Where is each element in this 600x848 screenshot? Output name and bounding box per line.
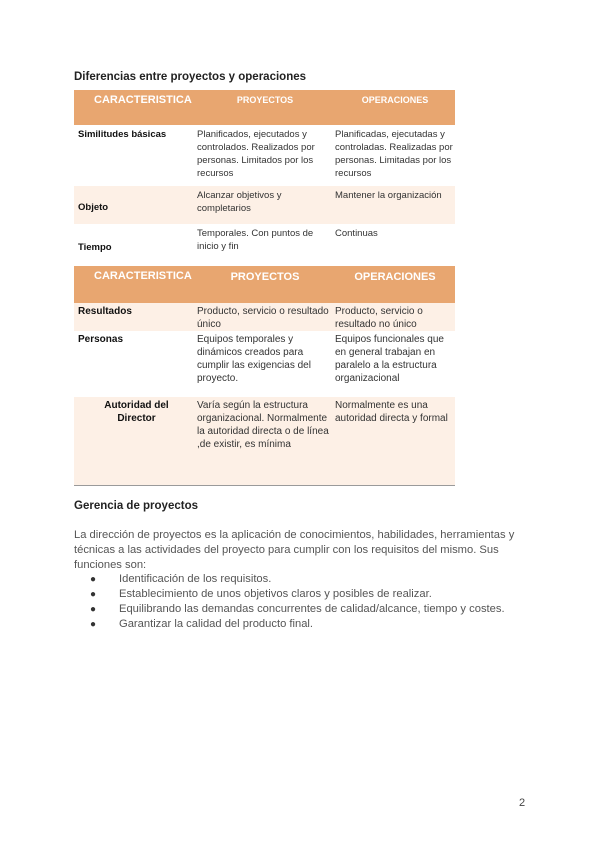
list-item	[74, 617, 505, 632]
cell-proyectos: Producto, servicio o resultado único	[195, 303, 335, 331]
row-label: Similitudes básicas	[74, 125, 195, 186]
table-row	[74, 224, 455, 265]
header-proyectos: PROYECTOS	[195, 266, 335, 303]
comparison-table-2	[74, 266, 455, 486]
section-title-differences: Diferencias entre proyectos y operaciones	[74, 71, 307, 83]
bullet-icon: ●	[90, 619, 97, 630]
cell-operaciones: Continuas	[335, 224, 455, 265]
cell-proyectos: Equipos temporales y dinámicos creados para cumplir las exigencias del proyecto.	[195, 331, 335, 397]
header-caracteristica: CARACTERISTICA	[74, 90, 195, 125]
cell-operaciones: Normalmente es una autoridad directa y formal	[335, 397, 455, 486]
table-header-row	[74, 90, 455, 125]
cell-proyectos: Planificados, ejecutados y controlados. Realizados por personas. Limitados por los recursos	[195, 125, 335, 186]
header-operaciones: OPERACIONES	[335, 266, 455, 303]
header-caracteristica: CARACTERISTICA	[74, 266, 195, 303]
list-item-text: Establecimiento de unos objetivos claros y posibles de realizar.	[119, 588, 432, 600]
header-operaciones: OPERACIONES	[335, 90, 455, 125]
list-item-text: Identificación de los requisitos.	[119, 573, 272, 585]
list-item	[74, 572, 505, 587]
bullet-icon: ●	[90, 604, 97, 615]
page-number: 2	[519, 797, 526, 809]
bullet-icon: ●	[90, 574, 97, 585]
cell-proyectos: Varía según la estructura organizacional. Normalmente la autoridad directa o de línea ,de existir, es mínima	[195, 397, 335, 486]
row-label: Objeto	[74, 186, 195, 224]
list-item-text: Garantizar la calidad del producto final.	[119, 618, 314, 630]
list-item	[74, 587, 505, 602]
table-row	[74, 303, 455, 331]
body-paragraph: La dirección de proyectos es la aplicación de conocimientos, habilidades, herramientas y técnicas a las actividades del proyecto para cumplir con los requisitos del mismo. Sus funciones son:	[74, 529, 515, 571]
cell-proyectos: Alcanzar objetivos y completarios	[195, 186, 335, 224]
row-label: Personas	[74, 331, 195, 397]
row-label: Autoridad del Director	[74, 397, 195, 486]
cell-operaciones: Mantener la organización	[335, 186, 455, 224]
bullet-icon: ●	[90, 589, 97, 600]
row-label: Tiempo	[74, 224, 195, 265]
cell-operaciones: Producto, servicio o resultado no único	[335, 303, 455, 331]
section-title-gerencia: Gerencia de proyectos	[74, 500, 198, 512]
comparison-table-1	[74, 90, 455, 265]
cell-proyectos: Temporales. Con puntos de inicio y fin	[195, 224, 335, 265]
table-header-row	[74, 266, 455, 303]
cell-operaciones: Equipos funcionales que en general trabajan en paralelo a la estructura organizacional	[335, 331, 455, 397]
cell-operaciones: Planificadas, ejecutadas y controladas. Realizadas por personas. Limitadas por los recursos	[335, 125, 455, 186]
functions-list	[74, 572, 505, 632]
table-row	[74, 331, 455, 397]
table-row	[74, 125, 455, 186]
list-item	[74, 602, 505, 617]
header-proyectos: PROYECTOS	[195, 90, 335, 125]
table-row	[74, 397, 455, 486]
row-label: Resultados	[74, 303, 195, 331]
list-item-text: Equilibrando las demandas concurrentes de calidad/alcance, tiempo y costes.	[119, 603, 505, 615]
table-row	[74, 186, 455, 224]
